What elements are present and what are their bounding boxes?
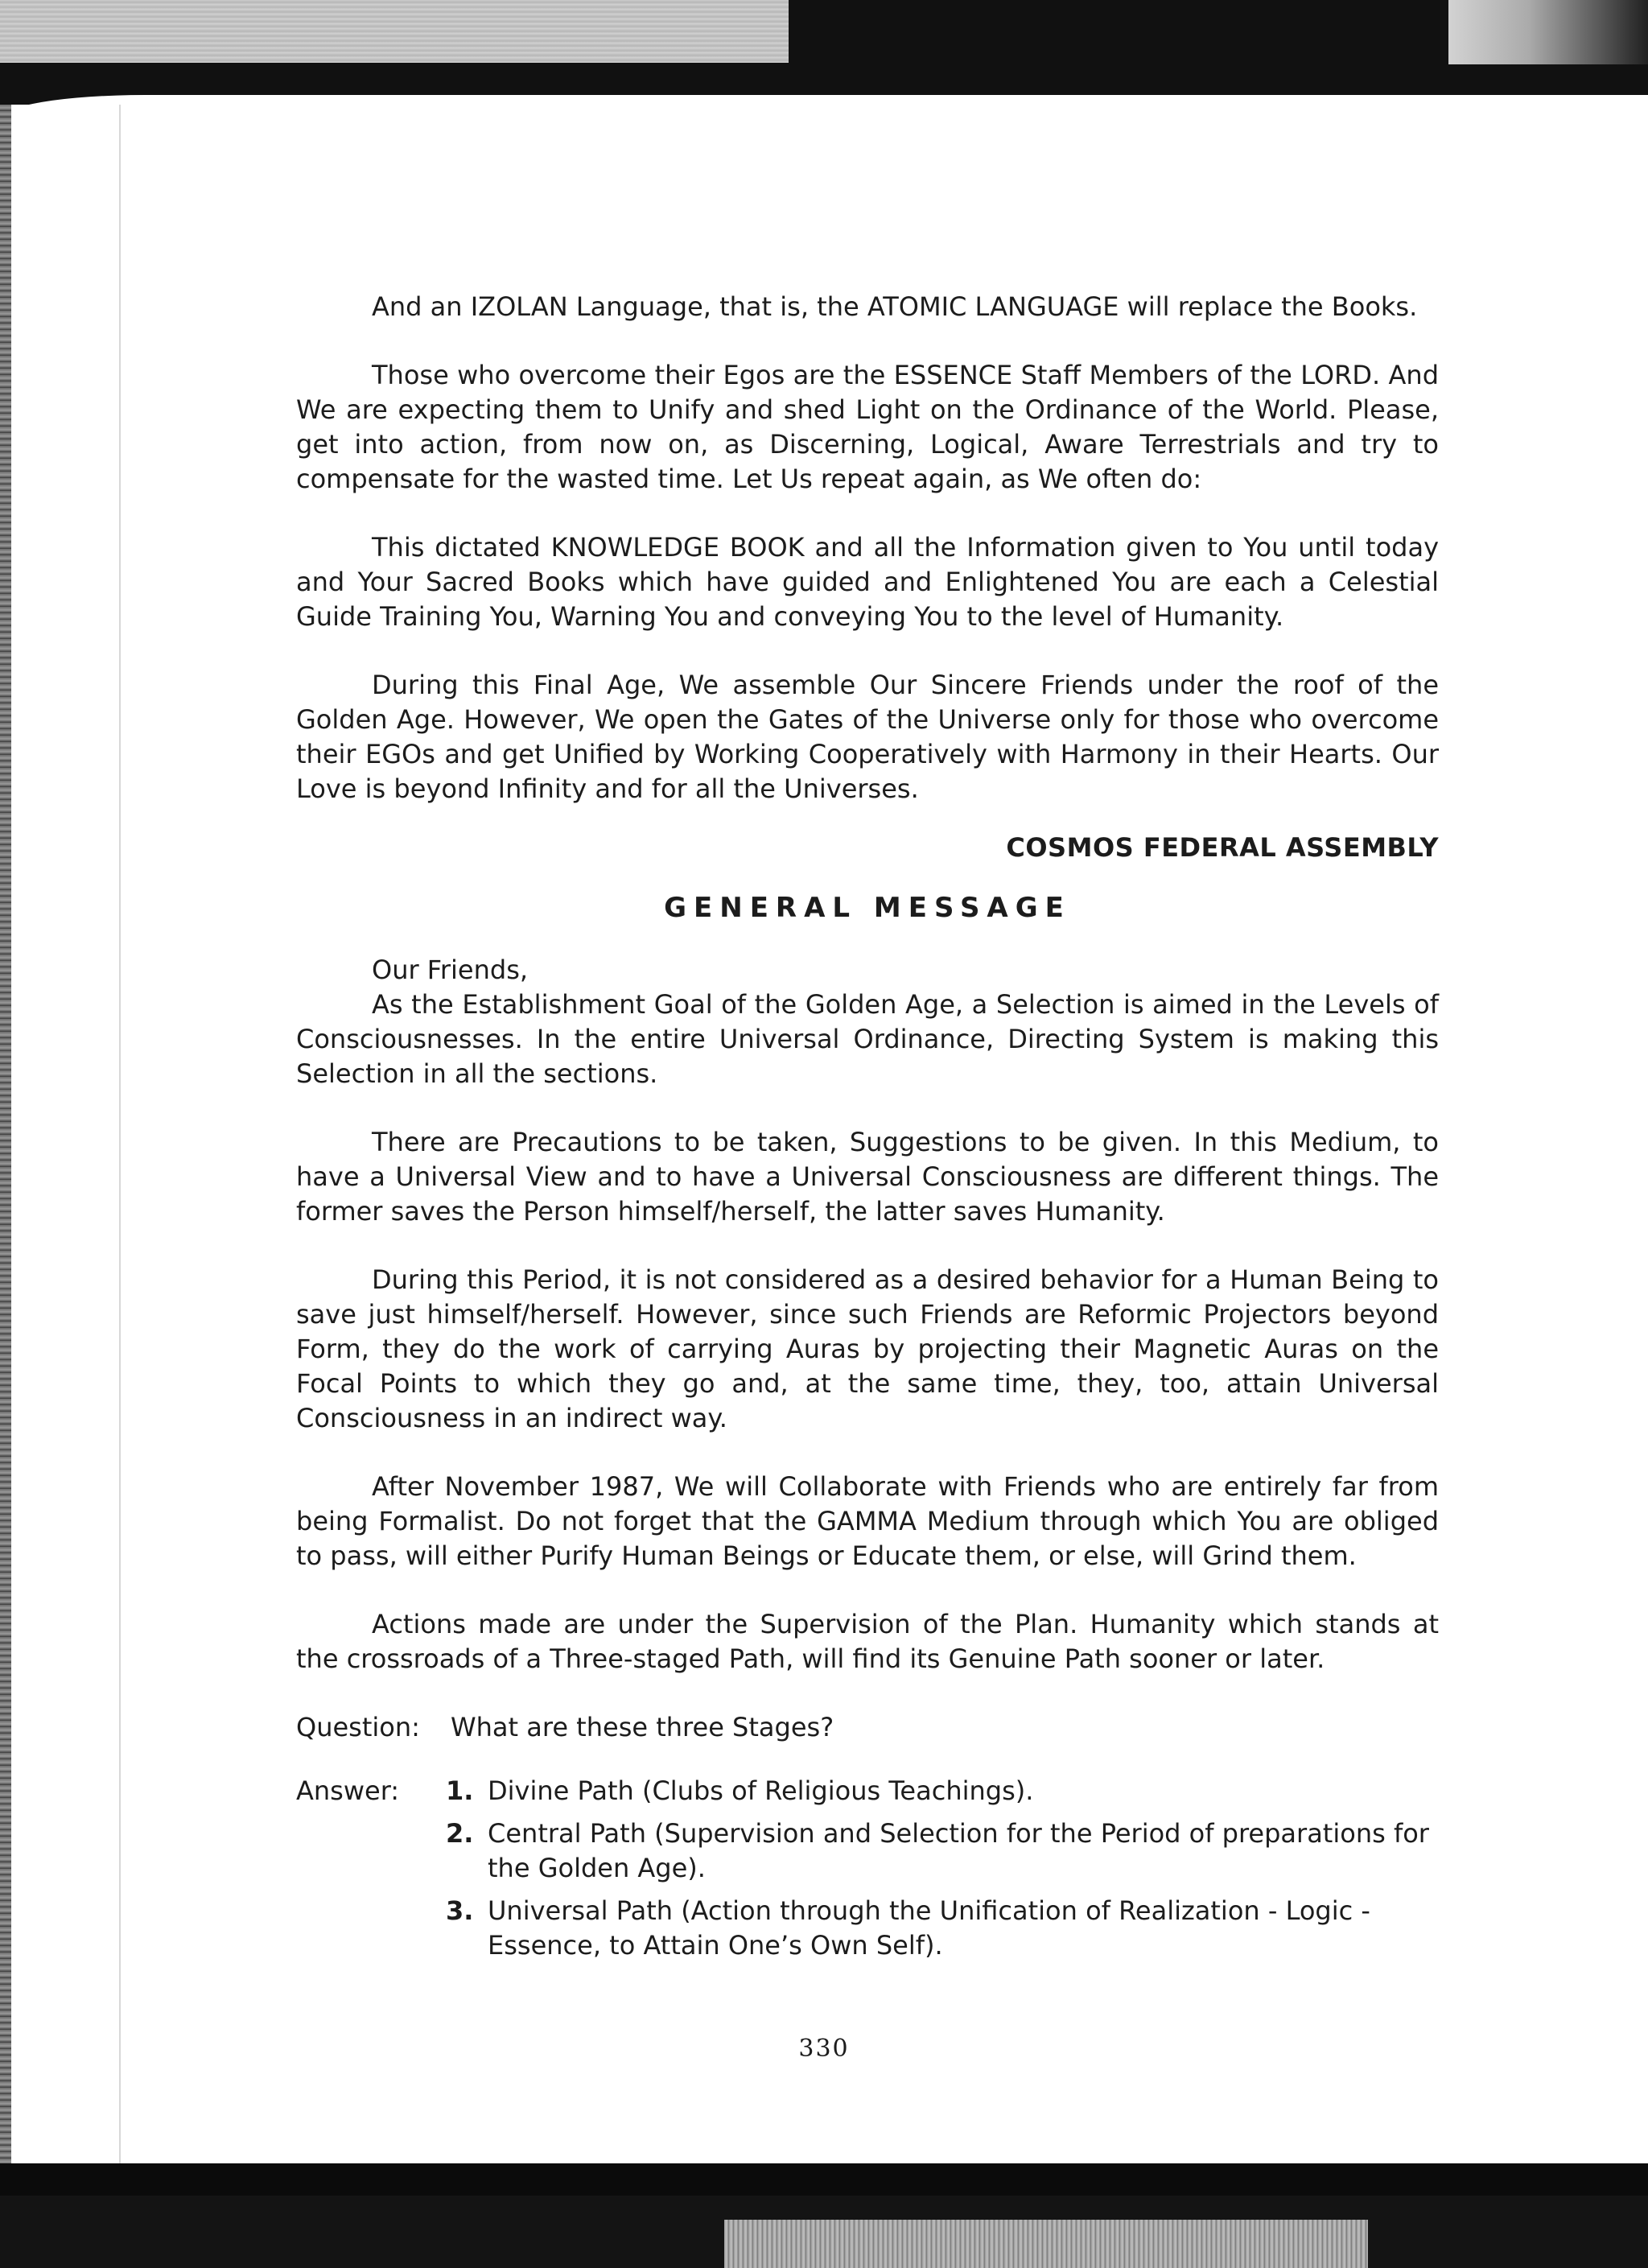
answer-label: Answer: [296, 1775, 400, 1806]
scan-glare-left [0, 0, 789, 63]
scan-top-border [0, 0, 1648, 113]
question-row [296, 1710, 1439, 1745]
page-edge-curl [0, 95, 1648, 119]
section-heading: GENERAL MESSAGE [664, 892, 1071, 924]
list-item-number: 1. [446, 1775, 474, 1806]
list-item [446, 1816, 1439, 1886]
scan-left-border [0, 105, 121, 2165]
paragraph-establishment-goal: As the Establishment Goal of the Golden Age, a Selection is aimed in the Levels of Consciousnesses. In the entire Universal Ordinance, Directing System is making this Selection in all the sections. [296, 989, 1439, 1089]
paragraph-november-1987: After November 1987, We will Collaborate with Friends who are entirely far from being Formalist. Do not forget that the GAMMA Medium through which You are obliged to pass, will either Purify Human Beings or Educate them, or else, will Grind them. [296, 1471, 1439, 1571]
paragraph-precautions: There are Precautions to be taken, Suggestions to be given. In this Medium, to have a Universal View and to have a Universal Consciousness are different things. The former saves the Person himself/herself, the latter saves Humanity. [296, 1127, 1439, 1227]
question-text: What are these three Stages? [451, 1712, 834, 1742]
salutation: Our Friends, [372, 955, 529, 985]
scan-glare-right [1448, 0, 1648, 64]
list-item-text: Central Path (Supervision and Selection for the Period of preparations for the Golden Age). [488, 1818, 1429, 1883]
list-item-text: Divine Path (Clubs of Religious Teachings). [488, 1775, 1034, 1806]
answer-list [446, 1774, 1439, 1971]
list-item [446, 1894, 1439, 1963]
question-label: Question: [296, 1712, 420, 1742]
paragraph-final-age: During this Final Age, We assemble Our Sincere Friends under the roof of the Golden Age. However, We open the Gates of the Universe only for those who overcome their EGOs and get Unified by Working Cooperatively with Harmony in their Hearts. Our Love is beyond Infinity and for all the Universes. [296, 670, 1439, 804]
scan-bottom-glare [724, 2220, 1368, 2268]
scan-bottom-strip [0, 2163, 1648, 2196]
paragraph-this-period: During this Period, it is not considered as a desired behavior for a Human Being to save just himself/herself. However, since such Friends are Reformic Projectors beyond Form, they do the work of carrying Auras by projecting their Magnetic Auras on the Focal Points to which they go and, at the same time, they, too, attain Universal Consciousness in an indirect way. [296, 1264, 1439, 1433]
document-page [296, 290, 1439, 1971]
paragraph-knowledge-book: This dictated KNOWLEDGE BOOK and all the Information given to You until today and Your Sacred Books which have guided and Enlightened You are each a Celestial Guide Training You, Warning You and conveying You to the level of Humanity. [296, 532, 1439, 632]
list-item-text: Universal Path (Action through the Unification of Realization - Logic - Essence, to Attain One’s Own Self). [488, 1895, 1370, 1961]
paragraph-izolan: And an IZOLAN Language, that is, the ATOMIC LANGUAGE will replace the Books. [372, 291, 1418, 322]
scan-left-edge [0, 105, 11, 2165]
list-item-number: 2. [446, 1818, 474, 1849]
paragraph-actions-made: Actions made are under the Supervision of the Plan. Humanity which stands at the crossroads of a Three-staged Path, will find its Genuine Path sooner or later. [296, 1609, 1439, 1674]
scan-bottom-border [0, 2163, 1648, 2268]
paragraph-essence-staff: Those who overcome their Egos are the ESSENCE Staff Members of the LORD. And We are expecting them to Unify and shed Light on the Ordinance of the World. Please, get into action, from now on, as Discerning, Logical, Aware Terrestrials and try to compensate for the wasted time. Let Us repeat again, as We often do: [296, 360, 1439, 494]
signature-cosmos-federal-assembly: COSMOS FEDERAL ASSEMBLY [1006, 832, 1439, 863]
answer-row [296, 1774, 1439, 1971]
list-item-number: 3. [446, 1895, 474, 1926]
list-item [446, 1774, 1439, 1808]
page-number: 330 [798, 2035, 850, 2063]
